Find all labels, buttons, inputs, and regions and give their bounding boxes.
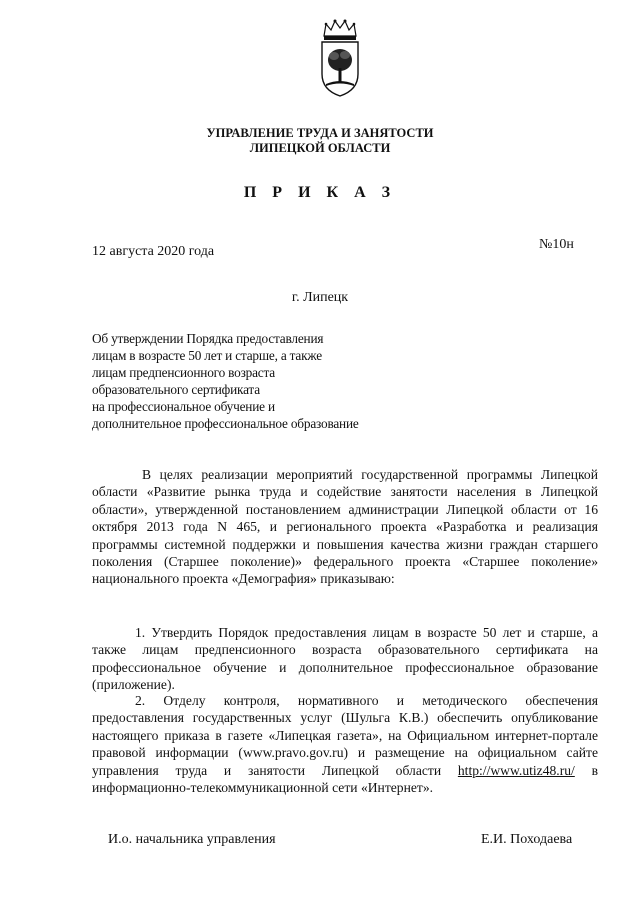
coat-of-arms-icon [318,18,362,98]
document-subject [92,330,432,432]
website-link[interactable]: http://www.utiz48.ru/ [457,762,575,778]
document-number: №10н [539,237,574,252]
order-item-1-text: 1. Утвердить Порядок предоставления лицам в возрасте 50 лет и старше, а также лицам предпенсионного возраста образовательного сертификата на профессиональное обучение и дополнительное профессиональное образование (приложение). [92,625,598,693]
signatory-position: И.о. начальника управления [108,832,276,847]
document-date: 12 августа 2020 года [92,244,215,259]
order-item-1 [92,624,598,694]
order-item-2-text-before: 2. Отделу контроля, нормативного и методического обеспечения предоставления государственных услуг (Шульга К.В.) обеспечить опубликование настоящего приказа в газете «Липецкая газета», на Официальном интернет-портале правовой информации (www.pravo.gov.ru) и размещение на официальном сайте управления труда и занятости Липецкой области [92,693,598,778]
order-item-2 [92,692,598,796]
signatory-name: Е.И. Походаева [481,832,573,847]
preamble-text: В целях реализации мероприятий государственной программы Липецкой области «Развитие рынка труда и содействие занятости населения в Липецкой области», утвержденной постановлением администрации Липецкой области от 16 октября 2013 года N 465, и регионального проекта «Разработка и реализация программы системной поддержки и повышения качества жизни граждан старшего поколения (Старшее поколение)» федерального проекта «Старшее поколение» национального проекта «Демография» приказываю: [92,467,598,587]
order-item-2-text-after: в информационно-телекоммуникационной сети «Интернет». [92,762,598,796]
organization-name-line1: УПРАВЛЕНИЕ ТРУДА И ЗАНЯТОСТИ [206,126,434,140]
preamble-paragraph [92,466,598,588]
document-city: г. Липецк [291,290,349,305]
subject-line: лицам предпенсионного возраста [92,365,275,380]
subject-line: на профессиональное обучение и [92,399,275,414]
subject-line: лицам в возрасте 50 лет и старше, а также [92,348,322,363]
order-item-2-text [92,692,598,796]
subject-line: образовательного сертификата [92,382,260,397]
subject-line: Об утверждении Порядка предоставления [92,331,324,346]
subject-line: дополнительное профессиональное образование [92,416,359,431]
document-type-title: П Р И К А З [243,184,397,201]
organization-name-line2: ЛИПЕЦКОЙ ОБЛАСТИ [249,141,391,155]
